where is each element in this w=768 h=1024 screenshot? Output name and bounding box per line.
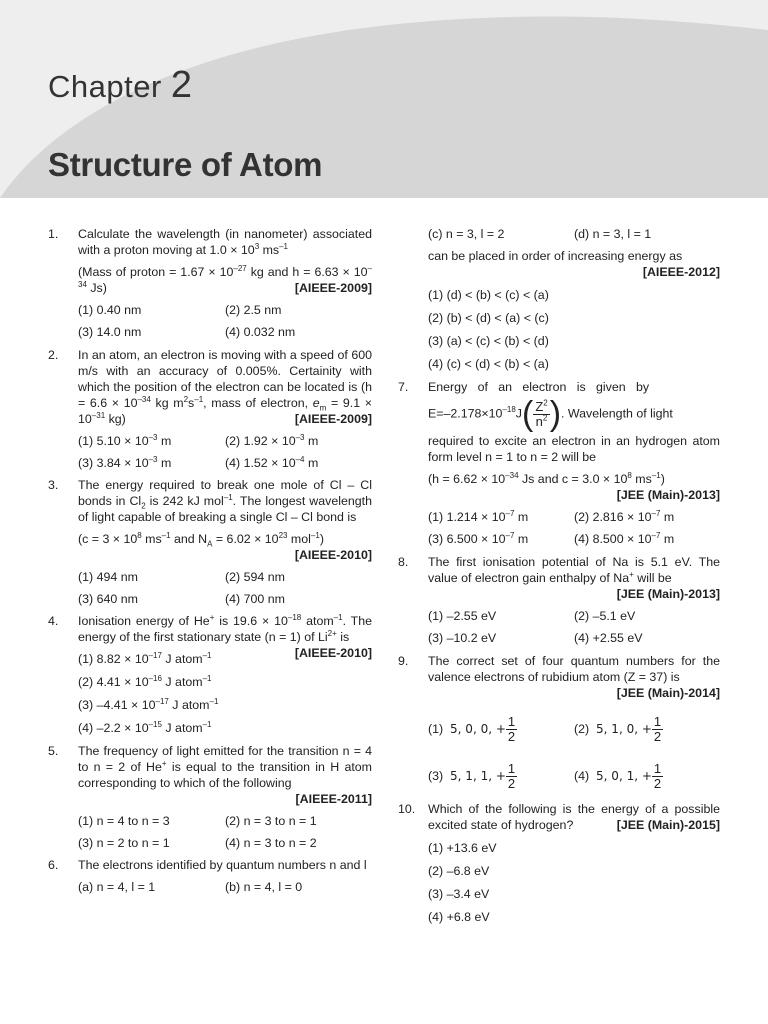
option[interactable]: (2) 5, 1, 0, + $\frac{1}{2}$: [574, 714, 662, 744]
question-6: [48, 857, 372, 895]
question-9: [398, 653, 720, 791]
option[interactable]: (4) 5, 0, 1, + $\frac{1}{2}$: [574, 761, 662, 791]
option[interactable]: (1) n = 4 to n = 3: [78, 814, 170, 828]
exam-tag: [AIEEE-2010]: [294, 548, 372, 562]
options-row: [78, 879, 372, 895]
exam-tag: [AIEEE-2009]: [294, 412, 372, 426]
options-row: [428, 226, 720, 242]
options-row: [428, 608, 720, 624]
option[interactable]: (1) $1.214 \times 10^{-7}$ m: [428, 508, 529, 524]
list-item: (c) n = 3, l = 2: [428, 227, 505, 241]
exam-tag: [JEE (Main)-2014]: [616, 686, 720, 700]
exam-tag: [AIEEE-2010]: [294, 646, 372, 660]
option[interactable]: (2) n = 3 to n = 1: [225, 814, 317, 828]
question-7: [398, 379, 720, 547]
question-given: ($c = 3 \times 10^8$ $ms^{-1}$ and $N_A = 6.02 \times 10^{23}$ mol$^{-1}$): [78, 530, 324, 549]
options-row: [78, 591, 372, 607]
option[interactable]: (3) (a) < (c) < (b) < (d): [428, 334, 549, 348]
option[interactable]: (4) 700 nm: [225, 592, 285, 606]
option[interactable]: (4) $1.52 \times 10^{-4}$ m: [225, 454, 319, 470]
exam-tag: [JEE (Main)-2013]: [616, 587, 720, 601]
question-given: ($h = 6.62 \times 10^{-34}$ Js and $c = 3.0 \times 10^8$ $ms^{-1}$): [428, 470, 665, 486]
exam-tag: [AIEEE-2012]: [642, 265, 720, 279]
question-text: The energy required to break one mole of Cl – Cl bonds in $Cl_2$ is 242 kJ mol$^{-1}$. The longest wavelength of light capable of breaking a single Cl – Cl bond is: [78, 478, 372, 524]
option[interactable]: (2) –5.1 eV: [574, 609, 636, 623]
question-10: [398, 801, 720, 925]
option[interactable]: (3) –3.4 eV: [428, 887, 490, 901]
options-row: [428, 531, 720, 547]
left-column: [48, 226, 372, 895]
option[interactable]: (4) +2.55 eV: [574, 631, 643, 645]
exam-tag: [AIEEE-2011]: [295, 792, 372, 806]
option[interactable]: (4) $-2.2 \times 10^{-15}$ J atom$^{-1}$: [78, 719, 212, 735]
exam-tag: [AIEEE-2009]: [294, 281, 372, 295]
question-text: The correct set of four quantum numbers for the valence electrons of rubidium atom (Z = 37) is: [428, 654, 720, 684]
question-given: (Mass of proton = $1.67 \times 10^{-27}$ kg and $h = 6.63 \times 10^{-34}$ Js) [AIEEE-2009]: [78, 263, 372, 295]
option[interactable]: (3) $3.84 \times 10^{-3}$ m: [78, 454, 172, 470]
chapter-label: Chapter: [48, 69, 162, 104]
option[interactable]: (2) (b) < (d) < (a) < (c): [428, 311, 549, 325]
question-text: The first ionisation potential of Na is 5.1 eV. The value of electron gain enthalpy of Na+ will be: [428, 555, 720, 585]
option[interactable]: (1) 494 nm: [78, 570, 138, 584]
question-number: 5.: [48, 744, 59, 758]
option[interactable]: (1) (d) < (b) < (c) < (a): [428, 288, 549, 302]
option[interactable]: (4) $8.500 \times 10^{-7}$ m: [574, 530, 675, 546]
list-item: (b) n = 4, l = 0: [225, 880, 303, 894]
option[interactable]: (1) 5, 0, 0, + $\frac{1}{2}$: [428, 714, 516, 744]
question-number: 8.: [398, 555, 409, 569]
list-item: (a) n = 4, l = 1: [78, 880, 156, 894]
energy-equation: $E=-2.178\times 10^{-18}J$( $\frac{Z^2}{n^2}$ ). Wavelength of light: [428, 395, 673, 433]
options-row: [78, 433, 372, 449]
question-text: In an atom, an electron is moving with a speed of 600 m/s with an accuracy of 0.005%. Certainity with which the position of the electron can be located is ($h = 6.6 \times 10^{-34}$ kg $m^2s^{-1}$, mass of electron, $e_m = 9.1 \times 10^{-31}$ kg) [AIEEE-2009]: [78, 348, 373, 426]
options-row: [78, 569, 372, 585]
question-text: can be placed in order of increasing energy as: [428, 249, 683, 263]
option[interactable]: (2) $1.92 \times 10^{-3}$ m: [225, 432, 319, 448]
options-row: [428, 715, 720, 744]
options-row: [428, 630, 720, 646]
option[interactable]: (1) $5.10 \times 10^{-3}$ m: [78, 432, 172, 448]
option[interactable]: (2) $2.816 \times 10^{-7}$ m: [574, 508, 675, 524]
option[interactable]: (1) +13.6 eV: [428, 841, 497, 855]
question-number: 2.: [48, 348, 59, 362]
option[interactable]: (1) $8.82 \times 10^{-17}$ J atom$^{-1}$: [78, 650, 212, 666]
question-text: The frequency of light emitted for the transition n = 4 to n = 2 of He+ is equal to the transition in H atom corresponding to which of the following: [78, 744, 372, 790]
question-number: 10.: [398, 802, 416, 816]
chapter-heading: [48, 64, 193, 107]
question-4: [48, 613, 372, 736]
exam-tag: [JEE (Main)-2013]: [616, 488, 720, 502]
question-6-continued: [398, 226, 720, 372]
question-1: [48, 226, 372, 340]
question-5: [48, 743, 372, 851]
question-3: [48, 477, 372, 607]
question-number: 7.: [398, 380, 409, 394]
options-row: [78, 302, 372, 318]
question-text: required to excite an electron in an hydrogen atom form level n = 1 to n = 2 will be: [428, 434, 720, 464]
option[interactable]: (2) –6.8 eV: [428, 864, 490, 878]
option[interactable]: (3) 14.0 nm: [78, 325, 142, 339]
question-number: 6.: [48, 858, 59, 872]
options-row: [428, 509, 720, 525]
option[interactable]: (3) 640 nm: [78, 592, 138, 606]
option[interactable]: (4) 0.032 nm: [225, 325, 296, 339]
options-row: [78, 813, 372, 829]
right-column: [398, 226, 720, 925]
chapter-number: 2: [170, 64, 193, 106]
option[interactable]: (4) +6.8 eV: [428, 910, 490, 924]
options-row: [78, 835, 372, 851]
question-text: Ionisation energy of He+ is $19.6 \times 10^{-18}$ atom$^{-1}$. The energy of the first stationary state (n = 1) of $Li^{2+}$ is [AIEEE-2010]: [78, 612, 372, 660]
options-row: [78, 455, 372, 471]
option[interactable]: (4) n = 3 to n = 2: [225, 836, 317, 850]
question-text: The electrons identified by quantum numbers n and l: [78, 858, 367, 872]
question-number: 3.: [48, 478, 59, 492]
option[interactable]: (1) –2.55 eV: [428, 609, 497, 623]
list-item: (d) n = 3, l = 1: [574, 227, 652, 241]
page-title: Structure of Atom: [48, 146, 323, 183]
question-number: 1.: [48, 227, 59, 241]
question-8: [398, 554, 720, 646]
option[interactable]: (2) 594 nm: [225, 570, 285, 584]
question-text: Calculate the wavelength (in nanometer) associated with a proton moving at $1.0 \times 10^3$ $ms^{-1}$: [78, 227, 372, 257]
question-number: 4.: [48, 614, 59, 628]
option[interactable]: (2) $4.41 \times 10^{-16}$ J atom$^{-1}$: [78, 673, 212, 689]
exam-tag: [JEE (Main)-2015]: [616, 818, 720, 832]
question-text: Which of the following is the energy of a possible excited state of hydrogen? [JEE (Main)-2015]: [428, 802, 720, 832]
option[interactable]: (3) $-4.41 \times 10^{-17}$ J atom$^{-1}$: [78, 696, 219, 712]
options-row: [428, 762, 720, 791]
option[interactable]: (1) 0.40 nm: [78, 303, 142, 317]
option[interactable]: (4) (c) < (d) < (b) < (a): [428, 357, 549, 371]
option[interactable]: (3) –10.2 eV: [428, 631, 497, 645]
option[interactable]: (3) n = 2 to n = 1: [78, 836, 170, 850]
option[interactable]: (3) 5, 1, 1, + $\frac{1}{2}$: [428, 761, 516, 791]
question-2: [48, 347, 372, 471]
options-row: [78, 324, 372, 340]
option[interactable]: (2) 2.5 nm: [225, 303, 282, 317]
question-number: 9.: [398, 654, 409, 668]
question-text: Energy of an electron is given by: [428, 380, 650, 394]
option[interactable]: (3) $6.500 \times 10^{-7}$ m: [428, 530, 529, 546]
